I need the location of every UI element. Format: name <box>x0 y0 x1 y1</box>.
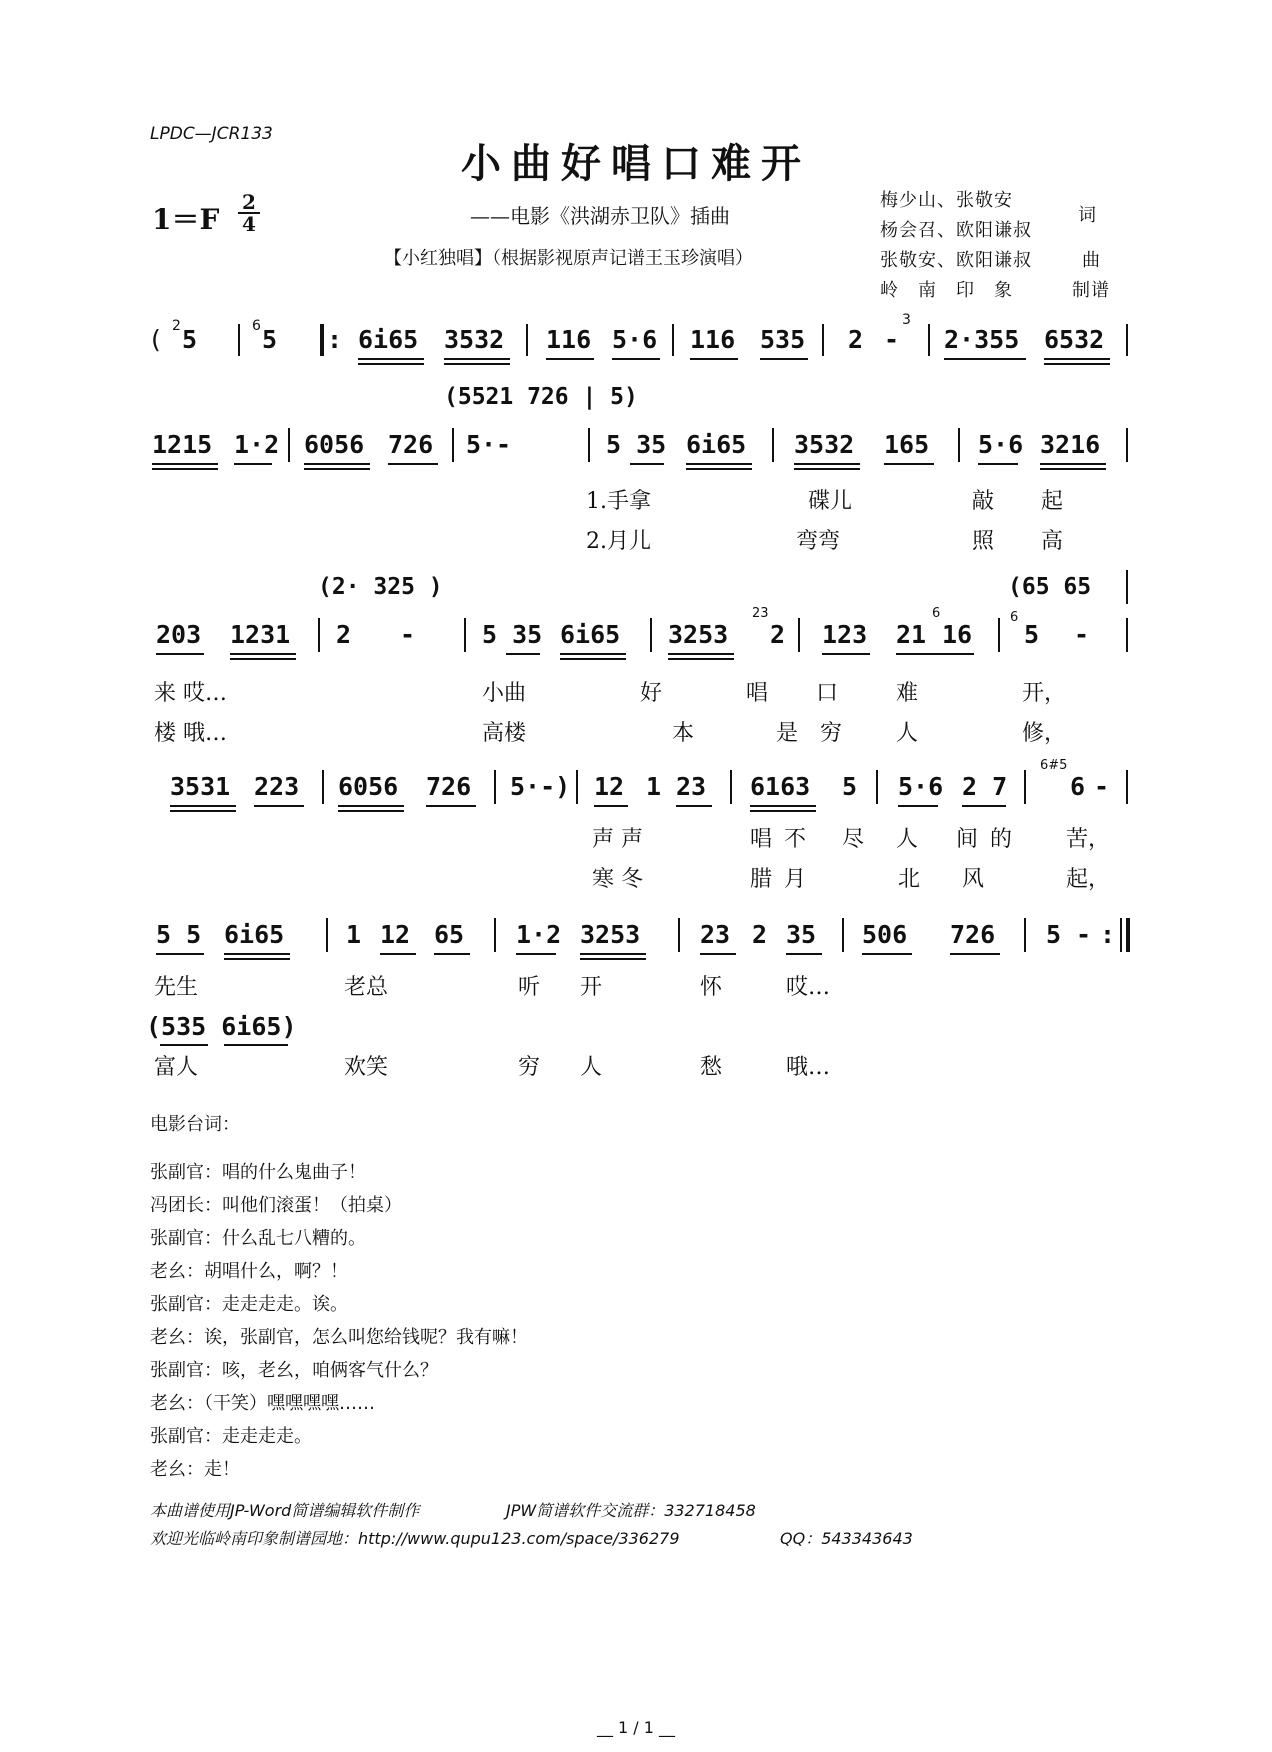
note-group: 6532 <box>1044 325 1105 354</box>
lyric: 腊 <box>750 867 773 892</box>
bar-line <box>842 918 844 952</box>
beam <box>546 358 594 360</box>
lyric: 弯弯 <box>796 529 841 554</box>
dialogue-line: 老幺：走！ <box>150 1459 240 1480</box>
note-group: 6056 <box>304 430 365 459</box>
beam <box>434 953 470 955</box>
beam <box>786 953 822 955</box>
note-group: 1·2 <box>234 430 280 459</box>
bar-line <box>288 428 290 462</box>
grace-note: 6#5 <box>1040 758 1068 773</box>
beam <box>686 468 752 470</box>
note-group: 2 <box>752 920 768 949</box>
note-group: 3532 <box>794 430 855 459</box>
lyric: 人 <box>896 721 919 746</box>
note-group: 6i65 <box>358 325 419 354</box>
note-group: 6056 <box>338 772 399 801</box>
lyric: 哎… <box>786 975 831 1000</box>
note-group: 1231 <box>230 620 291 649</box>
dash: - <box>884 325 900 354</box>
time-denominator: 4 <box>238 212 260 234</box>
note-group: 223 <box>254 772 300 801</box>
grace-note: 6 <box>1010 610 1019 625</box>
beam <box>580 953 646 955</box>
beam <box>304 463 370 465</box>
lyric: 碟儿 <box>808 489 853 514</box>
note-group: 2 7 <box>962 772 1008 801</box>
note-group: 21 <box>896 620 927 649</box>
bar-line <box>588 428 590 462</box>
bar-line <box>526 324 528 356</box>
note-group: 6 <box>1070 772 1086 801</box>
bar-line <box>876 770 878 804</box>
beam <box>1044 363 1110 365</box>
beam <box>224 1044 288 1046</box>
note-paren: ( <box>148 325 164 354</box>
lyricists-line-2: 杨会召、欧阳谦叔 <box>880 220 1032 241</box>
beam <box>898 805 938 807</box>
note-group: 6i65 <box>224 920 285 949</box>
lyric: 老总 <box>344 975 389 1000</box>
beam <box>516 953 556 955</box>
note-group: 726 <box>950 920 996 949</box>
note-group: 1·2 <box>516 920 562 949</box>
lyric: 不 <box>784 827 807 852</box>
dialogue-line: 张副官：走走走走。 <box>150 1426 312 1447</box>
key-signature: 1＝F <box>152 203 220 236</box>
beam <box>884 463 934 465</box>
lyric: 1.手拿 <box>586 489 651 514</box>
beam <box>1044 358 1110 360</box>
note-group: 3531 <box>170 772 231 801</box>
bar-line <box>678 918 680 952</box>
bar-line <box>650 618 652 652</box>
note-group: 35 <box>786 920 817 949</box>
note-group: 5 35 <box>606 430 667 459</box>
beam <box>630 463 664 465</box>
beam <box>580 958 646 960</box>
song-title: 小曲好唱口难开 <box>461 140 811 187</box>
bar-line <box>1126 324 1128 356</box>
lyric: 高楼 <box>482 721 527 746</box>
lyric: 照 高 <box>972 529 1083 554</box>
bar-line <box>452 428 454 462</box>
repeat-dots: : <box>1100 920 1116 949</box>
tuplet-mark: 3 <box>902 312 911 328</box>
note-group: 5 <box>182 325 198 354</box>
bar-line <box>672 324 674 356</box>
lyric: 的 <box>990 827 1013 852</box>
beam <box>224 958 290 960</box>
beam <box>234 463 272 465</box>
bar-line <box>576 770 578 804</box>
dialogue-line: 冯团长：叫他们滚蛋！（拍桌） <box>150 1195 402 1216</box>
beam <box>156 953 204 955</box>
bar-line <box>822 324 824 356</box>
repeat-start-bar <box>320 324 324 356</box>
beam <box>254 805 304 807</box>
lyricists-line-1: 梅少山、张敬安 <box>880 190 1013 211</box>
beam <box>358 358 424 360</box>
time-numerator: 2 <box>242 190 256 214</box>
performance-note: 【小红独唱】（根据影视原声记谱王玉珍演唱） <box>384 248 753 269</box>
music-suffix: 曲 <box>1082 250 1101 271</box>
lyric: 苦， <box>1066 827 1111 852</box>
dialogue-line: 张副官：唱的什么鬼曲子！ <box>150 1162 366 1183</box>
lyric: 唱 <box>750 827 773 852</box>
repeat-end-bar <box>1120 918 1122 952</box>
note-group: 5 <box>1024 620 1040 649</box>
grace-note: 2 <box>172 318 181 334</box>
note-group: 23 <box>700 920 731 949</box>
note-group: 6i65 <box>686 430 747 459</box>
lyric: 本 <box>672 721 695 746</box>
lyric: 开 <box>580 975 603 1000</box>
note-group: 726 <box>388 430 434 459</box>
lyric: 怀 <box>700 975 723 1000</box>
bar-line <box>464 618 466 652</box>
beam <box>822 653 870 655</box>
time-signature <box>238 192 260 234</box>
lyric: 难 <box>896 681 919 706</box>
beam <box>686 463 752 465</box>
beam <box>668 658 734 660</box>
lyrics-suffix: 词 <box>1078 205 1097 226</box>
note-group: 2 <box>848 325 864 354</box>
page-number: __ 1 / 1 __ <box>596 1718 676 1737</box>
lyric: 2.月儿 <box>586 529 651 554</box>
note-group: 5 <box>842 772 858 801</box>
note-group: 116 <box>546 325 592 354</box>
note-group: 5 <box>262 325 278 354</box>
note-group: 65 <box>434 920 465 949</box>
dialogue-line: 张副官：咳，老幺，咱俩客气什么？ <box>150 1360 438 1381</box>
beam <box>506 653 540 655</box>
beam <box>560 653 626 655</box>
note-group: 5 <box>1046 920 1062 949</box>
note-group: 506 <box>862 920 908 949</box>
beam <box>594 805 628 807</box>
note-group: 5 5 <box>156 920 202 949</box>
beam <box>944 358 1026 360</box>
composers: 张敬安、欧阳谦叔 <box>880 250 1032 271</box>
note-group: 5·-) <box>510 772 571 801</box>
lyric: 好 <box>640 681 663 706</box>
note-group: 12 <box>380 920 411 949</box>
lyric: 敲 起 <box>972 489 1083 514</box>
dash: - <box>1094 772 1110 801</box>
beam <box>160 1044 208 1046</box>
note-group: 1 <box>646 772 662 801</box>
dialogue-line: 张副官：什么乱七八糟的。 <box>150 1228 366 1249</box>
alt-passage: (535 6i65) <box>146 1012 297 1041</box>
lyric: 尽 <box>842 827 865 852</box>
note-group: 6i65 <box>560 620 621 649</box>
beam <box>152 463 218 465</box>
lyric: 唱 <box>746 681 769 706</box>
lyric: 愁 <box>700 1055 723 1080</box>
note-group: 5· <box>466 430 497 459</box>
alt-passage: (5521 726 | 5) <box>444 384 638 410</box>
note-group: 2 <box>336 620 352 649</box>
beam <box>668 653 734 655</box>
lyric: 楼 哦… <box>154 721 227 746</box>
beam <box>896 653 974 655</box>
note-group: 12 <box>594 772 625 801</box>
dash: - <box>496 430 512 459</box>
lyric: 富人 <box>154 1055 199 1080</box>
note-group: 203 <box>156 620 202 649</box>
beam <box>760 358 808 360</box>
note-group: 3253 <box>580 920 641 949</box>
grace-note: 6 <box>932 606 941 621</box>
lyric: 寒 冬 <box>592 867 643 892</box>
lyric: 月 <box>784 867 807 892</box>
note-group: 2 <box>770 620 786 649</box>
alt-passage: (65 65 <box>1008 574 1092 600</box>
note-group: 535 <box>760 325 806 354</box>
bar-line <box>1024 918 1026 952</box>
beam <box>978 463 1018 465</box>
lyric: 间 <box>956 827 979 852</box>
footer-qq: QQ：543343643 <box>780 1529 913 1548</box>
beam <box>444 358 510 360</box>
note-group: 726 <box>426 772 472 801</box>
bar-line <box>1126 618 1128 652</box>
footer-website: 欢迎光临岭南印象制谱园地：http://www.qupu123.com/space/336279 <box>150 1529 680 1548</box>
footer-group-note: JPW简谱软件交流群：332718458 <box>506 1501 756 1520</box>
beam <box>152 468 218 470</box>
beam <box>690 358 738 360</box>
bar-line <box>326 918 328 952</box>
beam <box>700 953 736 955</box>
bar-line <box>798 618 800 652</box>
note-group: 5·6 <box>898 772 944 801</box>
note-group: 3216 <box>1040 430 1101 459</box>
beam <box>962 805 1006 807</box>
footer-software-note: 本曲谱使用JP-Word简谱编辑软件制作 <box>150 1501 420 1520</box>
beam <box>444 363 510 365</box>
lyric: 北 <box>898 867 921 892</box>
beam <box>170 805 236 807</box>
dash: - <box>400 620 416 649</box>
bar-line <box>238 324 240 356</box>
beam <box>950 953 1000 955</box>
lyric: 欢笑 <box>344 1055 389 1080</box>
lyric: 穷 <box>820 721 843 746</box>
grace-note: 6 <box>252 318 261 334</box>
beam <box>338 805 404 807</box>
note-group: 5·6 <box>978 430 1024 459</box>
beam <box>612 358 660 360</box>
lyric: 听 <box>518 975 541 1000</box>
lyric: 人 <box>580 1055 603 1080</box>
repeat-dots: : <box>327 325 343 354</box>
bar-line <box>958 428 960 462</box>
dialogue-heading: 电影台词： <box>150 1114 240 1135</box>
lyric: 先生 <box>154 975 199 1000</box>
note-group: 1215 <box>152 430 213 459</box>
dialogue-line: 老幺：诶，张副官，怎么叫您给钱呢？我有嘛！ <box>150 1327 528 1348</box>
beam <box>230 658 296 660</box>
lyric: 声 声 <box>592 827 643 852</box>
lyric: 小曲 <box>482 681 527 706</box>
beam <box>794 468 860 470</box>
bar-line <box>772 428 774 462</box>
beam <box>1040 468 1106 470</box>
beam <box>794 463 860 465</box>
beam <box>156 653 204 655</box>
beam <box>750 810 816 812</box>
bar-line <box>318 618 320 652</box>
beam <box>750 805 816 807</box>
bar-line <box>1024 770 1026 804</box>
lyric: 来 哎… <box>154 681 227 706</box>
beam <box>380 953 416 955</box>
note-group: 1 <box>346 920 362 949</box>
note-group: 5 35 <box>482 620 543 649</box>
note-group: 3532 <box>444 325 505 354</box>
beam <box>230 653 296 655</box>
grace-note: 23 <box>752 606 769 621</box>
beam <box>426 805 476 807</box>
repeat-end-bar-thick <box>1126 918 1130 952</box>
bar-line <box>322 770 324 804</box>
lyric: 起， <box>1066 867 1111 892</box>
subtitle: ——电影《洪湖赤卫队》插曲 <box>470 204 730 228</box>
beam <box>862 953 912 955</box>
bar-line <box>1126 570 1128 604</box>
beam <box>388 463 438 465</box>
lyric: 穷 <box>518 1055 541 1080</box>
engraver-suffix: 制谱 <box>1072 280 1110 301</box>
beam <box>338 810 404 812</box>
beam <box>304 468 370 470</box>
beam <box>676 805 712 807</box>
note-group: 116 <box>690 325 736 354</box>
beam <box>560 658 626 660</box>
lyric: 修， <box>1022 721 1067 746</box>
note-group: 3253 <box>668 620 729 649</box>
dash: - <box>1076 920 1092 949</box>
note-group: 123 <box>822 620 868 649</box>
dash: - <box>1074 620 1090 649</box>
note-group: 23 <box>676 772 707 801</box>
engraver: 岭 南 印 象 <box>880 280 1013 301</box>
note-group: 6163 <box>750 772 811 801</box>
note-group: 165 <box>884 430 930 459</box>
note-group: 5·6 <box>612 325 658 354</box>
document-code: LPDC—JCR133 <box>150 124 273 144</box>
lyric: 人 <box>896 827 919 852</box>
beam <box>170 810 236 812</box>
alt-passage: (2· 325 ) <box>318 574 443 600</box>
bar-line <box>730 770 732 804</box>
lyric: 口 <box>816 681 839 706</box>
bar-line <box>494 918 496 952</box>
dialogue-line: 老幺：胡唱什么，啊？！ <box>150 1261 348 1282</box>
note-group: 2·355 <box>944 325 1020 354</box>
lyric: 开， <box>1022 681 1067 706</box>
lyric: 哦… <box>786 1055 831 1080</box>
bar-line <box>1126 770 1128 804</box>
bar-line <box>494 770 496 804</box>
note-group: 16 <box>942 620 973 649</box>
lyric: 风 <box>962 867 985 892</box>
lyric: 是 <box>776 721 799 746</box>
beam <box>224 953 290 955</box>
bar-line <box>928 324 930 356</box>
bar-line <box>998 618 1000 652</box>
beam <box>358 363 424 365</box>
bar-line <box>1126 428 1128 462</box>
dialogue-line: 张副官：走走走走。诶。 <box>150 1294 348 1315</box>
dialogue-line: 老幺：（干笑）嘿嘿嘿嘿…… <box>150 1393 375 1414</box>
beam <box>1040 463 1106 465</box>
